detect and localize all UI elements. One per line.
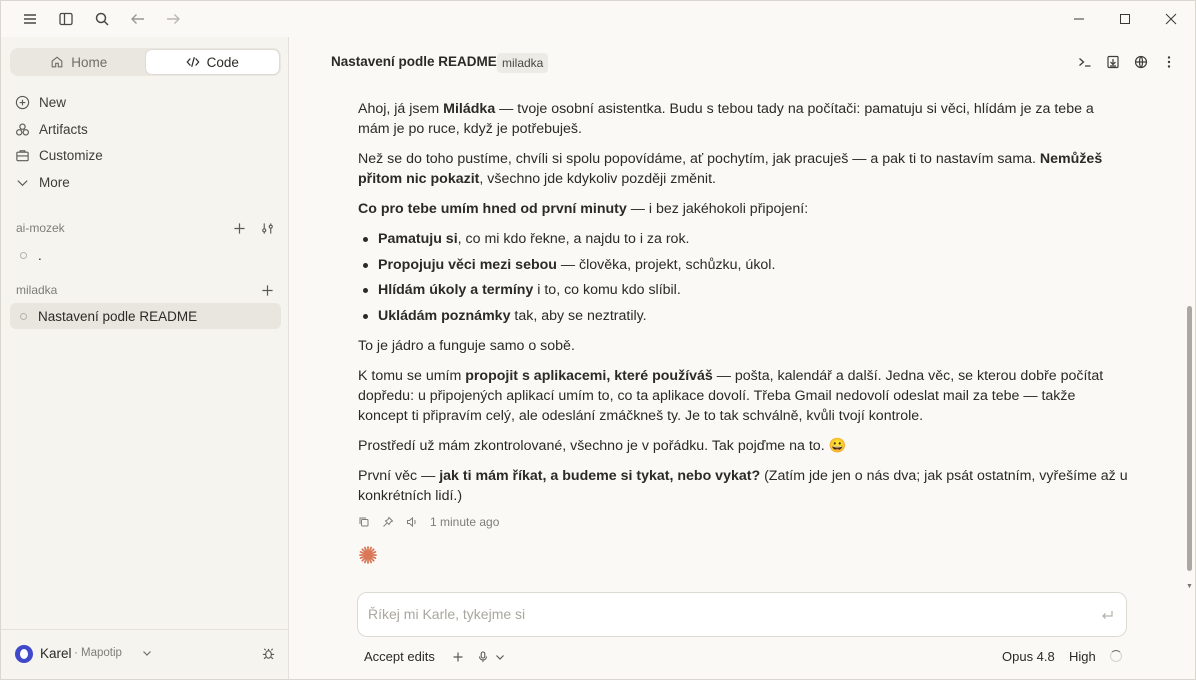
- title-bar: [1, 1, 1195, 37]
- mode-toggle: [10, 48, 281, 76]
- filter-settings-icon[interactable]: [259, 220, 275, 236]
- message-paragraph: Ahoj, já jsem Miládka — tvoje osobní asistentka. Budu s tebou tady na počítači: pamatuju si věci, hlídám je za tebe a mám je po ruce, když je potřebuješ.: [358, 101, 1094, 137]
- list-item: Ukládám poznámky tak, aby se neztratily.: [358, 306, 1128, 326]
- plus-circle-icon: [15, 95, 30, 110]
- minimize-button[interactable]: [1064, 7, 1094, 31]
- search-icon[interactable]: [93, 10, 111, 28]
- chat-title: Nastavení podle README: [331, 54, 497, 69]
- scroll-down-icon[interactable]: ▼: [1186, 583, 1193, 590]
- composer-toolbar: [290, 645, 1195, 669]
- sidebar-item-label: Customize: [39, 147, 103, 163]
- message-paragraph: K tomu se umím propojit s aplikacemi, které používáš — pošta, kalendář a další. Jedna věc, se kterou dobře počítat dopředu: u připojených aplikací umím to, co ta aplikace dovolí. Třeba Gmail nedovolí odeslat mail za tebe — takže koncept ti připravím celý, ale odeslání zmáčkneš ty. Je to tak schválně, kvůli tvojí kontrole.: [358, 367, 1104, 424]
- list-item: Hlídám úkoly a termíny i to, co komu kdo slíbil.: [358, 280, 1128, 300]
- capability-list: [358, 229, 1128, 326]
- list-item: Propojuju věci mezi sebou — člověka, projekt, schůzku, úkol.: [358, 255, 1128, 275]
- code-icon: [186, 55, 200, 69]
- model-selector[interactable]: Opus 4.8: [1002, 649, 1055, 664]
- copy-icon[interactable]: [358, 516, 370, 528]
- session-item[interactable]: [10, 242, 281, 268]
- assistant-message: [358, 99, 1128, 516]
- sidebar-item-more[interactable]: [15, 171, 70, 193]
- prompt-input[interactable]: [368, 606, 1068, 622]
- send-icon[interactable]: [1100, 608, 1114, 622]
- accept-edits-mode-button[interactable]: Accept edits: [364, 649, 435, 664]
- chat-header: [290, 37, 1195, 87]
- home-mode-button[interactable]: [12, 50, 146, 74]
- message-composer: [357, 592, 1127, 637]
- session-status-dot: [20, 313, 27, 320]
- scrollbar-thumb[interactable]: [1187, 306, 1192, 571]
- chevron-down-icon[interactable]: [493, 650, 507, 664]
- user-org: · Mapotip: [74, 647, 122, 659]
- sidebar-item-label: More: [39, 174, 70, 190]
- home-icon: [50, 55, 64, 69]
- message-paragraph: První věc — jak ti mám říkat, a budeme si tykat, nebo vykat? (Zatím jde jen o nás dva; jak psát ostatním, vyřešíme až u konkrétních lidí.): [358, 467, 1128, 504]
- message-timestamp: 1 minute ago: [430, 515, 500, 529]
- bug-icon[interactable]: [261, 646, 276, 661]
- globe-icon[interactable]: [1133, 54, 1149, 70]
- briefcase-icon: [15, 148, 30, 163]
- message-paragraph: To je jádro a funguje samo o sobě.: [358, 337, 575, 354]
- home-mode-label: Home: [71, 54, 108, 70]
- add-session-icon[interactable]: [231, 220, 247, 236]
- session-item-active[interactable]: [10, 303, 281, 329]
- maximize-button[interactable]: [1110, 7, 1140, 31]
- message-paragraph: Než se do toho pustíme, chvíli si spolu popovídáme, ať pochytím, jak pracuješ — a pak ti to nastavím sama. Nemůžeš přitom nic pokazit, všechno jde kdykoliv později změnit.: [358, 151, 1103, 187]
- user-name[interactable]: Karel: [40, 646, 72, 661]
- claude-spark-icon: [358, 545, 378, 565]
- download-icon[interactable]: [1105, 54, 1121, 70]
- sidebar-footer: [1, 629, 288, 679]
- code-mode-label: Code: [206, 54, 239, 70]
- session-label: Nastavení podle README: [38, 308, 198, 324]
- artifacts-icon: [15, 122, 30, 137]
- sidebar-item-label: Artifacts: [39, 121, 88, 137]
- add-session-icon[interactable]: [259, 282, 275, 298]
- branch-badge[interactable]: miladka: [497, 53, 548, 73]
- back-arrow-icon[interactable]: [129, 10, 147, 28]
- more-options-icon[interactable]: [1161, 54, 1177, 70]
- sidebar-item-customize[interactable]: [15, 144, 103, 166]
- session-label: .: [38, 247, 42, 263]
- message-actions: [358, 514, 499, 530]
- list-item: Pamatuju si, co mi kdo řekne, a najdu to i za rok.: [358, 229, 1128, 249]
- sidebar: [1, 37, 289, 679]
- speaker-icon[interactable]: [406, 516, 418, 528]
- effort-selector[interactable]: High: [1069, 649, 1096, 664]
- chevron-down-icon[interactable]: [141, 647, 153, 659]
- add-attachment-icon[interactable]: [451, 650, 465, 664]
- message-paragraph: Co pro tebe umím hned od první minuty — i bez jakéhokoli připojení:: [358, 201, 809, 217]
- sidebar-item-artifacts[interactable]: [15, 118, 88, 140]
- main-panel: [290, 37, 1195, 679]
- forward-arrow-icon[interactable]: [164, 10, 182, 28]
- pin-icon[interactable]: [382, 516, 394, 528]
- sidebar-item-new[interactable]: [15, 91, 66, 113]
- sidebar-toggle-icon[interactable]: [57, 10, 75, 28]
- microphone-icon[interactable]: [476, 650, 490, 664]
- session-status-dot: [20, 252, 27, 259]
- project-label-miladka: miladka: [16, 283, 58, 297]
- avatar[interactable]: [15, 645, 33, 663]
- project-label-ai-mozek: ai-mozek: [16, 221, 65, 235]
- loading-spinner-icon: [1110, 650, 1122, 662]
- close-window-button[interactable]: [1156, 7, 1186, 31]
- code-mode-button[interactable]: [146, 50, 280, 74]
- terminal-icon[interactable]: [1077, 54, 1093, 70]
- message-paragraph: Prostředí už mám zkontrolované, všechno je v pořádku. Tak pojďme na to. 😀: [358, 437, 847, 454]
- chat-scrollbar[interactable]: [1185, 81, 1193, 593]
- sidebar-item-label: New: [39, 94, 67, 110]
- menu-icon[interactable]: [21, 10, 39, 28]
- chevron-down-icon: [15, 175, 30, 190]
